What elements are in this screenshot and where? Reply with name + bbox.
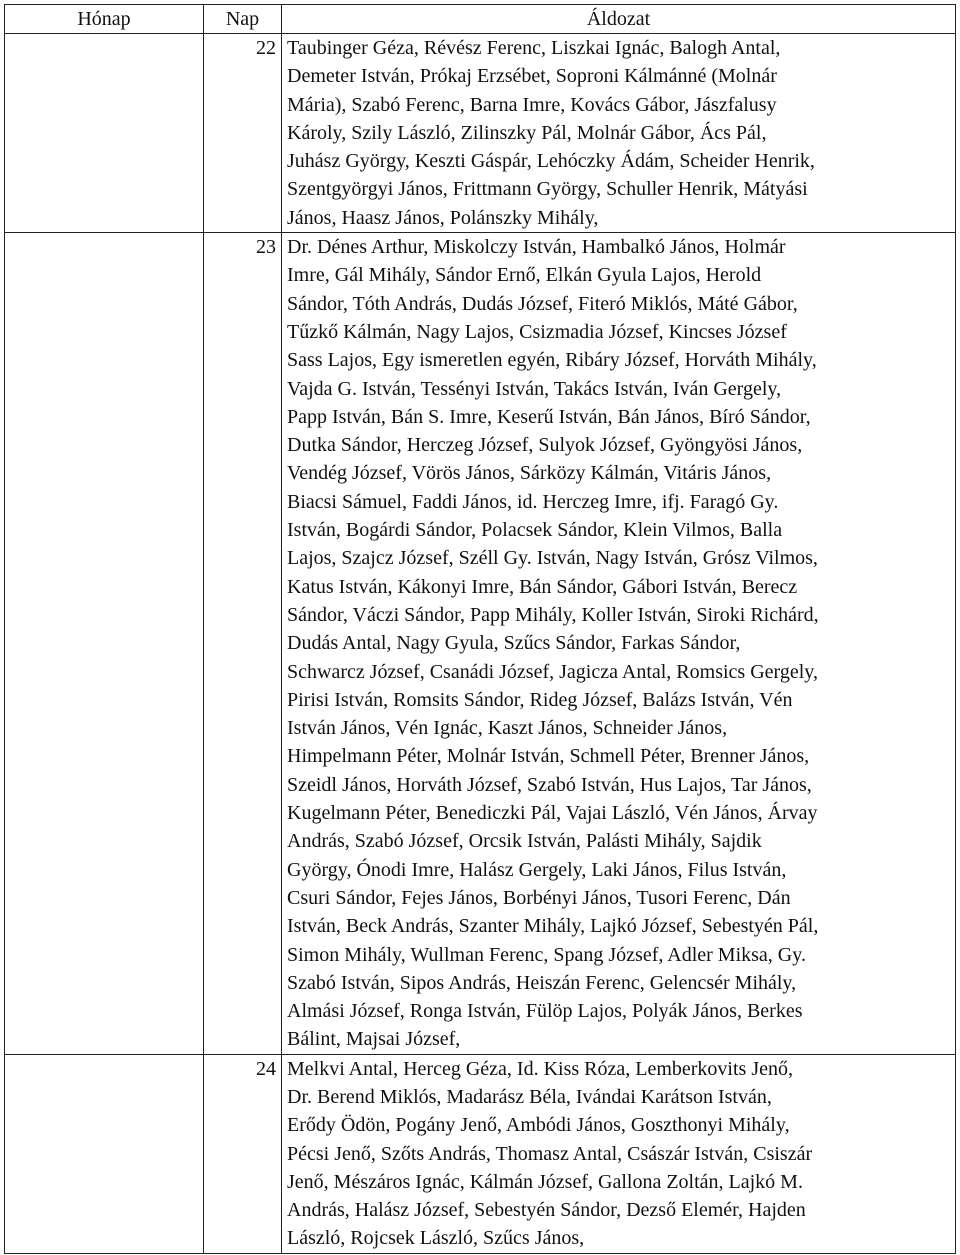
victims-line: Sándor, Váczi Sándor, Papp Mihály, Koller István, Siroki Richárd, <box>287 603 819 626</box>
victims-line: István János, Vén Ignác, Kaszt János, Schneider János, <box>287 717 728 740</box>
victims-line: Demeter István, Prókaj Erzsébet, Soproni Kálmánné (Molnár <box>287 65 777 88</box>
month-cell <box>5 34 204 233</box>
victims-line: Juhász György, Keszti Gáspár, Lehóczky Ádám, Scheider Henrik, <box>287 150 815 173</box>
month-cell <box>5 1054 204 1253</box>
victims-line: Vajda G. István, Tessényi István, Takács István, Iván Gergely, <box>287 377 782 400</box>
victims-line: Lajos, Szajcz József, Széll Gy. István, Nagy István, Grósz Vilmos, <box>287 547 818 570</box>
victims-line: Károly, Szily László, Zilinszky Pál, Molnár Gábor, Ács Pál, <box>287 121 767 144</box>
victims-cell <box>282 233 956 1055</box>
victims-line: Papp István, Bán S. Imre, Keserű István, Bán János, Bíró Sándor, <box>287 405 811 428</box>
victims-line: András, Szabó József, Orcsik István, Palásti Mihály, Sajdik <box>287 830 762 853</box>
table-body <box>5 34 956 1254</box>
victims-cell <box>282 1054 956 1253</box>
victims-line: Erődy Ödön, Pogány Jenő, Ambódi János, Goszthonyi Mihály, <box>287 1114 790 1137</box>
table-row <box>5 233 956 1055</box>
victims-line: Mária), Szabó Ferenc, Barna Imre, Kovács Gábor, Jászfalusy <box>287 93 777 116</box>
victims-cell <box>282 34 956 233</box>
victims-line: Jenő, Mészáros Ignác, Kálmán József, Gallona Zoltán, Lajkó M. <box>287 1170 803 1193</box>
victims-line: Dr. Berend Miklós, Madarász Béla, Ivándai Karátson István, <box>287 1085 772 1108</box>
victims-line: Szabó István, Sipos András, Heiszán Ferenc, Gelencsér Mihály, <box>287 971 797 994</box>
victims-line: Sass Lajos, Egy ismeretlen egyén, Ribáry József, Horváth Mihály, <box>287 349 817 372</box>
header-row <box>5 5 956 34</box>
victims-line: Himpelmann Péter, Molnár István, Schmell Péter, Brenner János, <box>287 745 810 768</box>
header-day: Nap <box>204 5 282 34</box>
victims-line: István, Beck András, Szanter Mihály, Lajkó József, Sebestyén Pál, <box>287 915 819 938</box>
header-victims: Áldozat <box>282 5 956 34</box>
victims-line: Melkvi Antal, Herceg Géza, Id. Kiss Róza, Lemberkovits Jenő, <box>287 1057 793 1080</box>
victims-line: Almási József, Ronga István, Fülöp Lajos, Polyák János, Berkes <box>287 1000 803 1023</box>
victims-line: Dudás Antal, Nagy Gyula, Szűcs Sándor, Farkas Sándor, <box>287 632 741 655</box>
victims-line: Taubinger Géza, Révész Ferenc, Liszkai Ignác, Balogh Antal, <box>287 37 781 59</box>
victims-line: Dutka Sándor, Herczeg József, Sulyok József, Gyöngyösi János, <box>287 434 803 457</box>
month-cell <box>5 233 204 1055</box>
victims-line: Imre, Gál Mihály, Sándor Ernő, Elkán Gyula Lajos, Herold <box>287 264 762 287</box>
victims-line: Simon Mihály, Wullman Ferenc, Spang József, Adler Miksa, Gy. <box>287 943 806 966</box>
victims-line: Bálint, Majsai József, <box>287 1028 461 1051</box>
victims-line: István, Bogárdi Sándor, Polacsek Sándor, Klein Vilmos, Balla <box>287 519 783 542</box>
victims-line: Biacsi Sámuel, Faddi János, id. Herczeg Imre, ifj. Faragó Gy. <box>287 490 779 513</box>
victims-line: Kugelmann Péter, Benediczki Pál, Vajai László, Vén János, Árvay <box>287 802 818 825</box>
victims-line: Sándor, Tóth András, Dudás József, Fiteró Miklós, Máté Gábor, <box>287 292 798 315</box>
victims-line: Pécsi Jenő, Szőts András, Thomasz Antal, Császár István, Csiszár <box>287 1142 813 1165</box>
victims-line: Vendég József, Vörös János, Sárközy Kálmán, Vitáris János, <box>287 462 772 485</box>
victims-line: György, Ónodi Imre, Halász Gergely, Laki János, Filus István, <box>287 858 787 881</box>
victims-line: László, Rojcsek László, Szűcs János, <box>287 1227 585 1250</box>
victims-line: Katus István, Kákonyi Imre, Bán Sándor, Gábori István, Berecz <box>287 575 798 598</box>
victims-line: Szentgyörgyi János, Frittmann György, Schuller Henrik, Mátyási <box>287 178 808 201</box>
victims-line: András, Halász József, Sebestyén Sándor, Dezső Elemér, Hajden <box>287 1199 806 1222</box>
victims-line: Szeidl János, Horváth József, Szabó István, Hus Lajos, Tar János, <box>287 773 812 796</box>
victims-line: Dr. Dénes Arthur, Miskolczy István, Hambalkó János, Holmár <box>287 236 786 259</box>
victims-line: Csuri Sándor, Fejes János, Borbényi János, Tusori Ferenc, Dán <box>287 886 791 909</box>
day-cell: 24 <box>204 1054 282 1253</box>
day-cell: 23 <box>204 233 282 1055</box>
victims-line: Pirisi István, Romsits Sándor, Rideg József, Balázs István, Vén <box>287 688 793 711</box>
victims-line: Schwarcz József, Csanádi József, Jagicza Antal, Romsics Gergely, <box>287 660 818 683</box>
table-row <box>5 1054 956 1253</box>
victims-line: János, Haasz János, Polánszky Mihály, <box>287 206 599 229</box>
day-cell: 22 <box>204 34 282 233</box>
victims-line: Tűzkő Kálmán, Nagy Lajos, Csizmadia József, Kincses József <box>287 320 787 343</box>
victims-table <box>4 4 956 1254</box>
table-row <box>5 34 956 233</box>
header-month: Hónap <box>5 5 204 34</box>
